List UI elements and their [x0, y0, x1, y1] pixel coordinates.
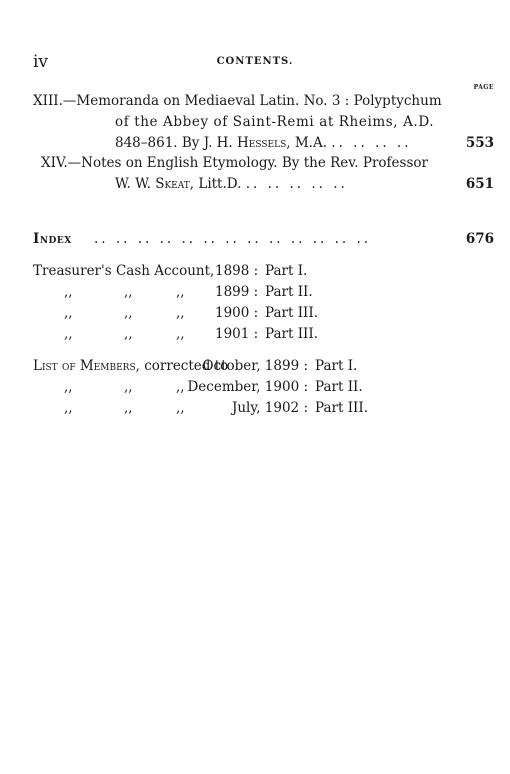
- treasurer-year: 1900 :: [215, 305, 259, 321]
- entry-title: —Memoranda on Mediaeval Latin. No. 3 : Polyptychum: [62, 93, 442, 109]
- members-date: October, 1899 :: [202, 358, 308, 374]
- toc-entry-xiv-line-1: [41, 155, 428, 171]
- treasurer-year: 1901 :: [215, 326, 259, 342]
- members-title: [33, 358, 228, 374]
- ditto-mark: ,,: [124, 379, 133, 395]
- toc-entry-xiii-page: 553: [465, 135, 494, 151]
- page-heading: CONTENTS.: [216, 56, 294, 67]
- ditto-mark: ,,: [64, 305, 73, 321]
- toc-entry-xiii-line-1: [33, 93, 442, 109]
- ditto-mark: ,,: [124, 400, 133, 416]
- leader-dots: .. .. .. .. ..: [245, 176, 348, 192]
- entry-title: —Notes on English Etymology. By the Rev. Professor: [67, 155, 428, 171]
- treasurer-year: 1898 :: [215, 263, 259, 279]
- toc-entry-xiii-line-2: of the Abbey of Saint-Remi at Rheims, A.D.: [115, 114, 435, 130]
- index-label: Index: [33, 231, 72, 247]
- entry-author: Skeat: [155, 176, 190, 192]
- treasurer-title: Treasurer's Cash Account,: [33, 263, 215, 279]
- page-folio: iv: [33, 52, 49, 72]
- entry-number: XIV.: [41, 155, 68, 171]
- toc-entry-xiv-line-2: [115, 176, 348, 192]
- members-part: Part I.: [315, 358, 358, 374]
- toc-entry-xiii-line-3: [115, 135, 412, 151]
- ditto-mark: ,,: [176, 379, 185, 395]
- toc-entry-xiv-page: 651: [465, 176, 494, 192]
- treasurer-part: Part II.: [265, 284, 313, 300]
- ditto-mark: ,,: [124, 305, 133, 321]
- ditto-mark: ,,: [64, 284, 73, 300]
- treasurer-part: Part I.: [265, 263, 308, 279]
- entry-degree: , M.A.: [286, 135, 327, 151]
- entry-author: Hessels: [237, 135, 287, 151]
- index-entry: [33, 231, 371, 247]
- members-title-label: List of Members: [33, 358, 136, 374]
- treasurer-part: Part III.: [265, 326, 318, 342]
- page-column-label: PAGE: [473, 84, 494, 91]
- members-title-rest: , corrected to: [135, 358, 229, 374]
- ditto-mark: ,,: [64, 400, 73, 416]
- index-page: 676: [465, 231, 494, 247]
- members-date: July, 1902 :: [231, 400, 308, 416]
- ditto-mark: ,,: [64, 326, 73, 342]
- ditto-mark: ,,: [176, 400, 185, 416]
- entry-degree: , Litt.D.: [189, 176, 242, 192]
- entry-text: W. W.: [115, 176, 156, 192]
- members-part: Part II.: [315, 379, 363, 395]
- ditto-mark: ,,: [64, 379, 73, 395]
- ditto-mark: ,,: [124, 326, 133, 342]
- treasurer-part: Part III.: [265, 305, 318, 321]
- ditto-mark: ,,: [176, 284, 185, 300]
- ditto-mark: ,,: [124, 284, 133, 300]
- members-date: December, 1900 :: [187, 379, 308, 395]
- treasurer-year: 1899 :: [215, 284, 259, 300]
- members-part: Part III.: [315, 400, 368, 416]
- ditto-mark: ,,: [176, 305, 185, 321]
- ditto-mark: ,,: [176, 326, 185, 342]
- leader-dots: .. .. .. .. .. .. .. .. .. .. .. .. ..: [94, 231, 372, 247]
- entry-number: XIII.: [33, 93, 63, 109]
- entry-text: 848–861. By J. H.: [115, 135, 238, 151]
- leader-dots: .. .. .. ..: [331, 135, 412, 151]
